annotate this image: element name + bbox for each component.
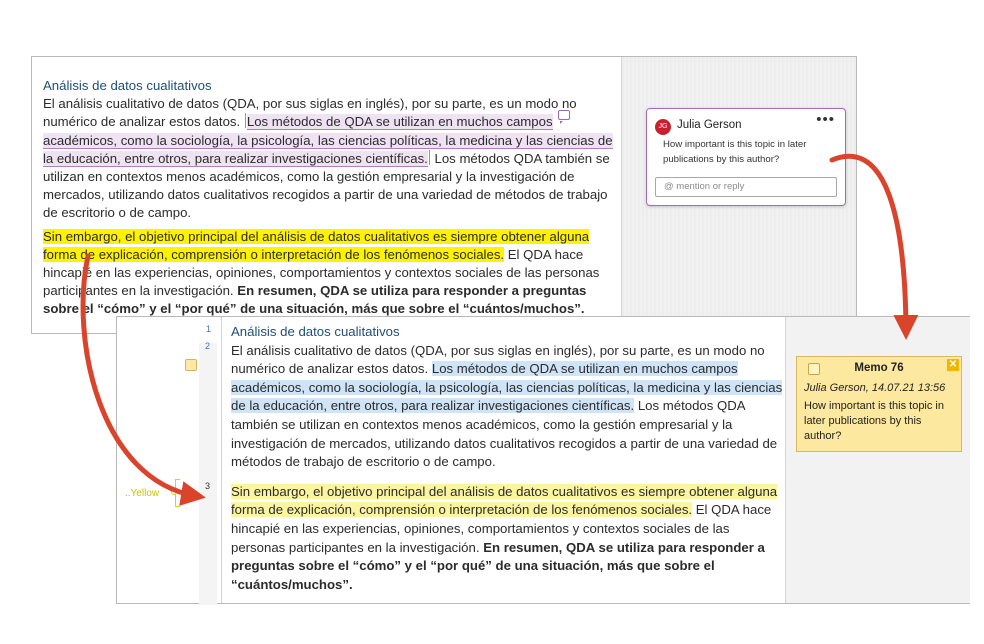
comment-card[interactable] <box>646 108 846 206</box>
word-highlighted-text[interactable]: Sin embargo, el objetivo principal del análisis de datos cualitativos es siempre obtener alguna forma de explicación, comprensión o interpretación de los fenómenos sociales. <box>43 228 590 262</box>
memo-card[interactable] <box>796 356 962 452</box>
more-options-icon[interactable]: ••• <box>816 111 835 128</box>
word-p1-text-a: El análisis cualitativo de datos (QDA, por sus siglas en inglés), por su parte, es un modo no numérico de analizar estos datos. <box>43 96 577 130</box>
memo-author-date: Julia Gerson, 14.07.21 13:56 <box>804 382 946 394</box>
avatar: JG <box>655 119 671 135</box>
code-stripe-label[interactable]: ..Yellow <box>125 488 160 499</box>
memo-title: Memo 76 <box>854 362 904 374</box>
maxqda-memo-linked-text[interactable]: Los métodos de QDA se utilizan en muchos campos académicos, como la sociología, la psicología, las ciencias políticas, la medicina y las ciencias de la educación, entre otros, para realizar investigaciones científicas. <box>231 361 783 414</box>
word-document-body <box>32 57 621 333</box>
word-commented-text[interactable]: Los métodos de QDA se utilizan en muchos campos académicos, como la sociología, la psicología, las ciencias políticas, la medicina y las ciencias de la educación, entre otros, para realizar investigaciones científicas. <box>43 114 613 166</box>
word-paragraph-2 <box>43 228 621 319</box>
comment-author: Julia Gerson <box>677 119 742 131</box>
maxqda-doc-heading: Análisis de datos cualitativos <box>231 324 400 339</box>
coding-stripes-gutter <box>117 317 221 603</box>
paragraph-number-2: 2 <box>205 341 211 351</box>
maxqda-p2-bold-text: En resumen, QDA se utiliza para responder a preguntas sobre el “cómo” y el “por qué” de una situación, más que sobre el “cuántos/muchos”. <box>231 539 765 592</box>
comment-anchor-start <box>245 113 246 128</box>
word-paragraph-1 <box>43 95 621 222</box>
word-document-window <box>31 56 857 334</box>
maxqda-p1-text-b: Los métodos QDA también se utilizan en contextos menos académicos, como la gestión empresarial y la investigación de mercados, utilizando datos cualitativos recogidos a partir de una variedad de métodos de trabajo de escritorio o de campo. <box>231 398 778 470</box>
code-stripe-handle-icon[interactable] <box>171 489 177 495</box>
paragraph-number-3: 3 <box>205 481 211 491</box>
memo-icon[interactable] <box>185 359 197 371</box>
word-p1-text-b: Los métodos QDA también se utilizan en contextos menos académicos, como la gestión empresarial y la investigación de mercados, utilizando datos cualitativos recogidos a partir de una variedad de métodos de trabajo de escritorio o de campo. <box>43 150 610 221</box>
comment-anchor-end <box>429 150 430 165</box>
comment-text: How important is this topic in later publications by this author? <box>663 139 807 165</box>
maxqda-document-body <box>231 323 783 594</box>
word-p2-text-a: El QDA hace hincapié en las experiencias, opiniones, comportamientos y contextos sociales de las personas participantes en la investigación. <box>43 246 600 299</box>
maxqda-p1-text-a: El análisis cualitativo de datos (QDA, por sus siglas en inglés), por su parte, es un modo no numérico de analizar estos datos. <box>231 342 765 377</box>
comment-bubble-icon[interactable] <box>558 110 570 120</box>
paragraph-number-bar <box>199 343 217 605</box>
word-p2-bold-text: En resumen, QDA se utiliza para responder a preguntas sobre el “cómo” y el “por qué” de una situación, más que sobre el “cuántos/muchos”. <box>43 283 587 317</box>
maxqda-coded-text[interactable]: Sin embargo, el objetivo principal del análisis de datos cualitativos es siempre obtener alguna forma de explicación, comprensión o interpretación de los fenómenos sociales. <box>231 483 778 518</box>
paragraph-number-1: 1 <box>206 324 212 334</box>
memo-text: How important is this topic in later publications by this author? <box>804 400 944 442</box>
word-doc-heading: Análisis de datos cualitativos <box>43 78 212 93</box>
reply-input[interactable]: @ mention or reply <box>655 177 837 197</box>
maxqda-paragraph-1 <box>231 342 783 472</box>
maxqda-paragraph-2 <box>231 483 783 595</box>
gutter-divider <box>221 317 222 603</box>
close-icon[interactable]: ✕ <box>948 359 958 370</box>
maxqda-p2-text-a: El QDA hace hincapié en las experiencias, opiniones, comportamientos y contextos sociales de las personas participantes en la investigación. <box>231 502 772 555</box>
